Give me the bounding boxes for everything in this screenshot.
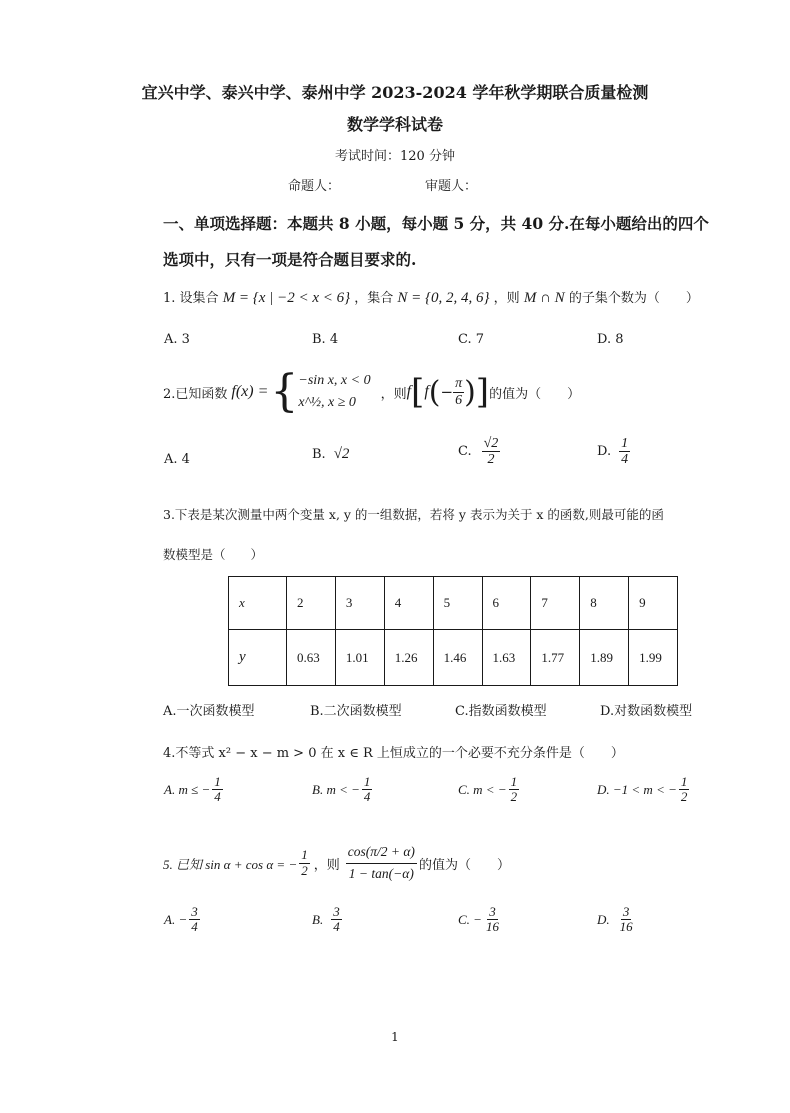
reviewer-label: 审题人： — [425, 179, 478, 194]
q5-option-b-label: B. — [312, 911, 324, 927]
q2-bracket-close: ] — [475, 372, 490, 412]
q4-option-a-fraction — [212, 775, 223, 805]
table-cell: 1.63 — [482, 630, 531, 686]
q2-minus: − — [440, 383, 454, 401]
table-header-x: x — [229, 577, 287, 630]
q2-option-c — [458, 436, 500, 468]
q5-main-fraction — [346, 845, 417, 882]
q4-option-a-den: 4 — [214, 789, 221, 805]
q4-option-a — [164, 775, 223, 805]
q2-option-c-fraction — [482, 436, 501, 468]
q5-option-a-den: 4 — [191, 919, 198, 935]
table-cell: 1.99 — [629, 630, 678, 686]
question-3-line1: 3.下表是某次测量中两个变量 x, y 的一组数据，若将 y 表示为关于 x 的函数,则最可能的函 — [163, 507, 664, 522]
q4-option-d — [597, 775, 689, 805]
q1-option-d: D. 8 — [597, 332, 624, 347]
q4-option-b — [312, 775, 372, 805]
q2-option-d-label: D. — [597, 444, 612, 460]
q1-mid: ，集合 — [354, 291, 394, 306]
q5-half-den: 2 — [301, 862, 308, 878]
q1-option-c: C. 7 — [458, 332, 485, 347]
q4-option-d-fraction — [679, 775, 690, 805]
q5-mid: ，则 — [313, 857, 340, 873]
q2-expr-f-inner: f — [424, 383, 429, 400]
q5-prefix: 5. 已知 sin α + cos α = − — [163, 856, 298, 872]
q2-pi-over-6 — [453, 376, 464, 408]
q4-option-d-num: 1 — [680, 774, 688, 789]
q5-option-b-fraction — [331, 905, 342, 935]
q2-case-1: −sin x, x < 0 — [298, 373, 371, 388]
q5-suffix: 的值为（ ） — [418, 857, 510, 873]
q2-cases — [298, 373, 370, 411]
exam-subtitle: 数学学科试卷 — [346, 115, 443, 134]
q4-option-c-fraction — [509, 775, 520, 805]
q1-prefix: 1. 设集合 — [163, 291, 219, 306]
table-cell: 1.89 — [580, 630, 629, 686]
q1-option-a: A. 3 — [164, 332, 190, 347]
q2-option-c-den: 2 — [487, 452, 495, 468]
q5-option-b-num: 3 — [333, 904, 340, 919]
q1-mid2: ，则 — [493, 291, 520, 306]
question-1-stem — [163, 287, 699, 307]
section-intro-line2: 选项中，只有一项是符合题目要求的. — [163, 250, 417, 269]
q2-mid: ，则 — [380, 386, 407, 402]
q5-option-d-label: D. — [597, 911, 610, 927]
q5-option-b — [312, 905, 342, 935]
table-cell: 1.01 — [335, 630, 384, 686]
q5-option-c-den: 16 — [485, 919, 499, 935]
table-cell: 8 — [580, 577, 629, 630]
q5-option-c-num: 3 — [489, 904, 496, 919]
table-cell: 1.46 — [433, 630, 482, 686]
q2-option-d — [597, 436, 630, 468]
q5-option-a — [164, 905, 200, 935]
q2-paren-close: ) — [464, 374, 476, 410]
table-row-x — [229, 577, 678, 630]
q2-option-b — [312, 446, 349, 463]
q1-set-m: M = {x | −2 < x < 6} — [222, 290, 351, 306]
q3-option-c: C.指数函数模型 — [455, 704, 547, 719]
page-number: 1 — [391, 1030, 399, 1044]
q3-option-a: A.一次函数模型 — [163, 704, 255, 719]
table-cell: 5 — [433, 577, 482, 630]
question-5-stem — [163, 833, 510, 893]
q2-prefix: 2.已知函数 — [163, 386, 228, 402]
q4-option-c-den: 2 — [510, 789, 518, 805]
table-cell: 9 — [629, 577, 678, 630]
q5-option-d-num: 3 — [622, 904, 630, 919]
q4-option-c-num: 1 — [510, 774, 518, 789]
q2-case-2: x^½, x ≥ 0 — [298, 395, 356, 410]
q2-six: 6 — [455, 392, 463, 408]
q2-option-d-fraction — [619, 436, 630, 468]
section-intro-line1: 一、单项选择题：本题共 8 小题，每小题 5 分，共 40 分.在每小题给出的四个 — [163, 214, 709, 233]
q4-option-a-num: 1 — [214, 774, 221, 789]
q4-option-a-label: A. m ≤ − — [164, 781, 211, 797]
q2-option-c-num: √2 — [483, 436, 499, 451]
q5-option-d-fraction — [618, 905, 635, 935]
q2-option-d-num: 1 — [621, 436, 629, 451]
table-cell: 1.77 — [531, 630, 580, 686]
q3-option-d: D.对数函数模型 — [600, 704, 693, 719]
q4-option-b-num: 1 — [363, 774, 371, 789]
q3-option-b: B.二次函数模型 — [310, 704, 402, 719]
q5-half-num: 1 — [301, 847, 308, 863]
q2-option-d-den: 4 — [621, 452, 629, 468]
q5-option-d — [597, 905, 635, 935]
question-3-line2: 数模型是（ ） — [163, 547, 264, 562]
q5-option-a-fraction — [189, 905, 200, 935]
q5-option-a-label: A. − — [164, 911, 188, 927]
question-4-stem: 4.不等式 x² − x − m > 0 在 x ∈ R 上恒成立的一个必要不充分条件是（ ） — [163, 746, 624, 761]
q2-pi: π — [455, 376, 463, 392]
q5-option-d-den: 16 — [619, 919, 633, 935]
q5-half-fraction — [299, 848, 310, 878]
q2-paren-open: ( — [428, 374, 441, 410]
q1-set-n: N = {0, 2, 4, 6} — [397, 290, 490, 306]
q2-piecewise-brace: { — [270, 366, 299, 417]
q4-option-c-label: C. m < − — [458, 781, 507, 797]
table-cell: 2 — [287, 577, 336, 630]
table-cell: 3 — [335, 577, 384, 630]
question-2-stem — [163, 362, 580, 422]
q5-option-c-label: C. − — [458, 911, 482, 927]
table-cell: 6 — [482, 577, 531, 630]
q2-expr-f-outer: f — [406, 383, 412, 400]
exam-title: 宜兴中学、泰兴中学、泰州中学 2023-2024 学年秋学期联合质量检测 — [141, 83, 649, 102]
q1-suffix: 的子集个数为（ ） — [568, 291, 699, 306]
q4-option-b-label: B. m < − — [312, 781, 360, 797]
table-cell: 7 — [531, 577, 580, 630]
q4-option-d-den: 2 — [680, 789, 688, 805]
exam-time: 考试时间：120 分钟 — [335, 149, 455, 164]
q4-option-c — [458, 775, 519, 805]
table-row-y — [229, 630, 678, 686]
q4-option-d-label: D. −1 < m < − — [597, 781, 677, 797]
q4-option-b-fraction — [362, 775, 373, 805]
q2-suffix: 的值为（ ） — [489, 386, 581, 402]
q4-option-b-den: 4 — [363, 789, 371, 805]
table-cell: 4 — [384, 577, 433, 630]
q5-option-a-num: 3 — [191, 904, 198, 919]
q1-expr: M ∩ N — [523, 290, 565, 306]
q2-option-c-label: C. — [458, 444, 472, 460]
q5-main-den: 1 − tan(−α) — [348, 865, 414, 881]
table-cell: 1.26 — [384, 630, 433, 686]
data-table — [228, 576, 678, 686]
q2-option-b-value: √2 — [333, 446, 350, 462]
q2-option-b-label: B. — [312, 447, 326, 462]
q5-option-b-den: 4 — [333, 919, 340, 935]
q2-bracket-open: [ — [411, 372, 425, 412]
table-header-y: y — [229, 630, 287, 686]
q5-main-num: cos(π/2 + α) — [346, 845, 417, 864]
q1-option-b: B. 4 — [312, 332, 339, 347]
table-cell: 0.63 — [287, 630, 336, 686]
q5-option-c-fraction — [484, 905, 501, 935]
q2-fx: f(x) = — [231, 383, 269, 400]
q5-option-c — [458, 905, 501, 935]
setter-label: 命题人： — [288, 179, 341, 194]
q2-option-a: A. 4 — [164, 452, 190, 467]
